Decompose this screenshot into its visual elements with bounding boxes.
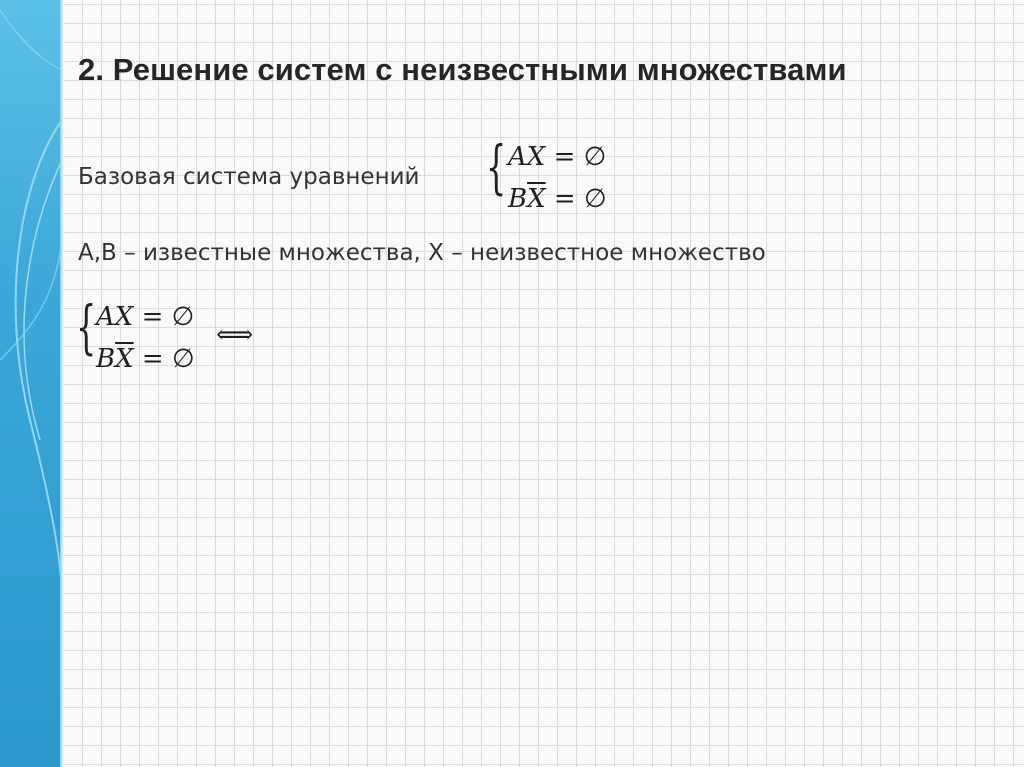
equivalence-symbol: ⟺ xyxy=(216,320,254,350)
left-brace: { xyxy=(76,293,97,361)
slide-title: 2. Решение систем с неизвестными множествами xyxy=(78,52,847,87)
left-brace: { xyxy=(486,133,507,201)
equation-ax-empty: AX = ∅ xyxy=(96,302,195,332)
equation-ax-empty: AX = ∅ xyxy=(508,142,607,172)
decorative-side-stripe xyxy=(0,0,62,767)
known-unknown-description: A,B – известные множества, X – неизвестное множество xyxy=(78,240,766,266)
equation-bx-bar-empty: $B\overline{X}$ = ∅ xyxy=(96,344,195,374)
base-system-label: Базовая система уравнений xyxy=(78,164,420,190)
side-stripe-edge xyxy=(60,0,64,767)
wave-decoration-icon xyxy=(0,0,62,767)
equation-bx-bar-empty: $B\overline{X}$ = ∅ xyxy=(508,184,607,214)
